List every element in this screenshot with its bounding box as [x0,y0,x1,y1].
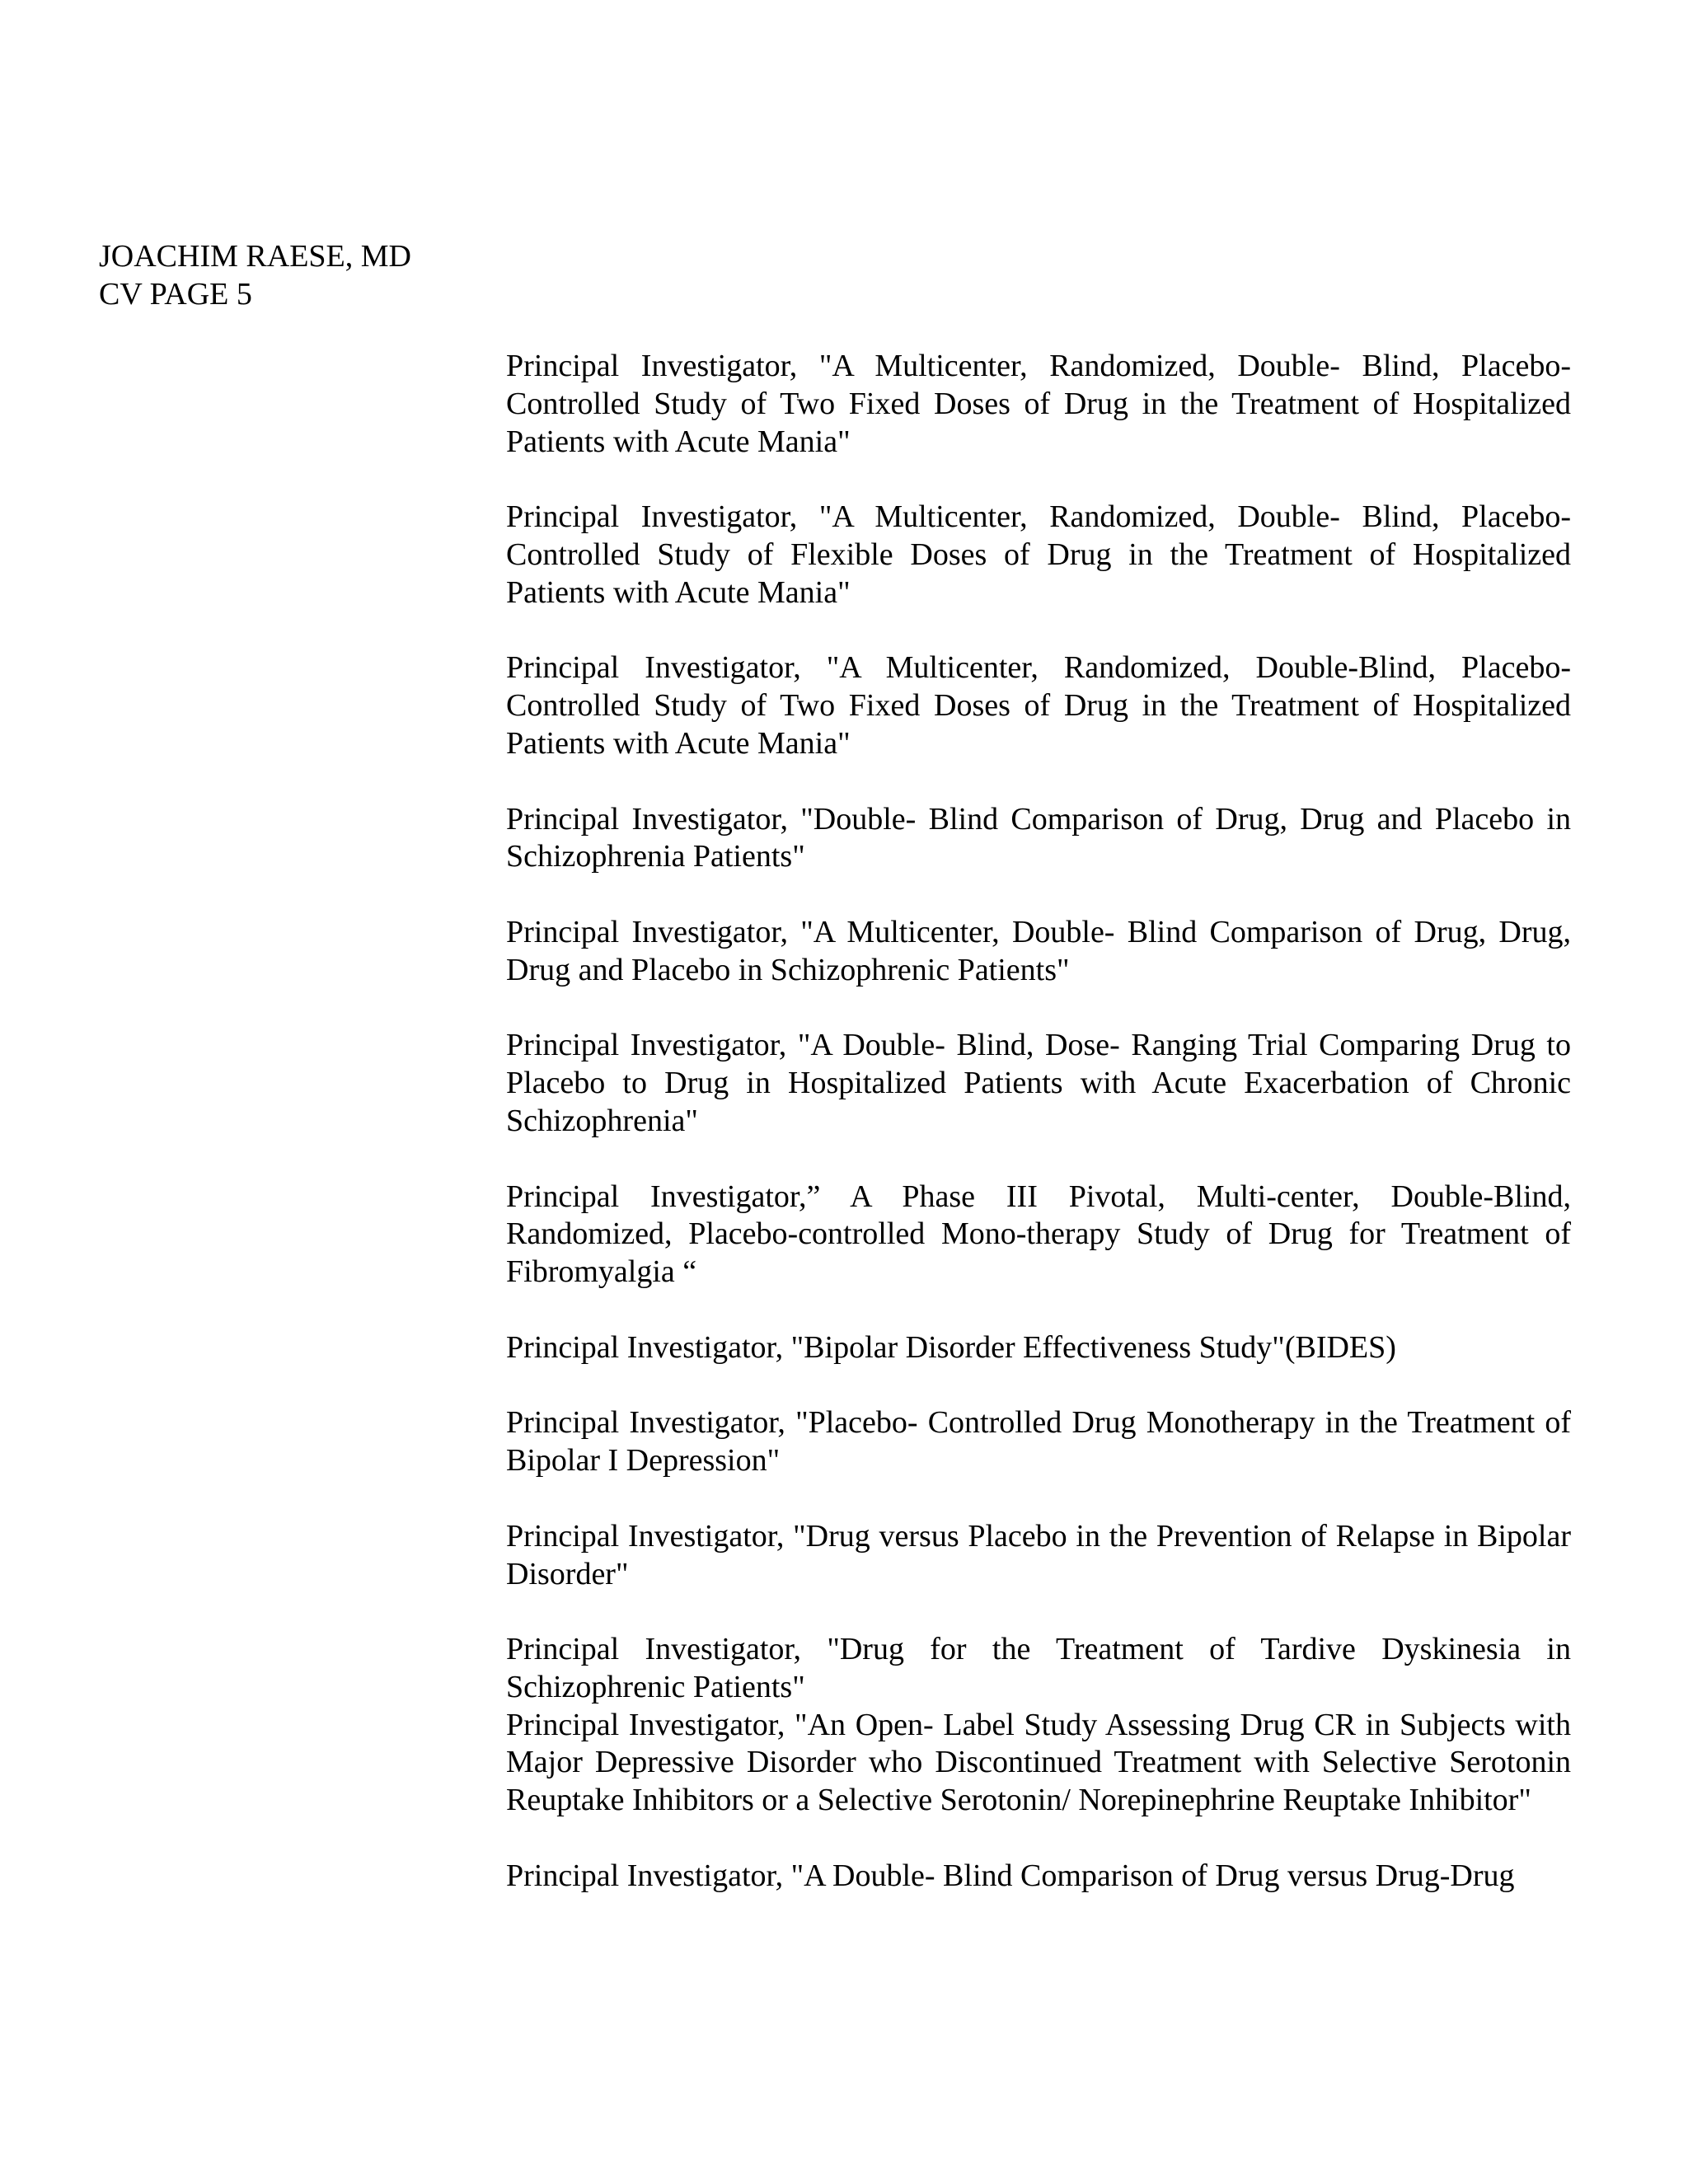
entry-1: Principal Investigator, "A Multicenter, Randomized, Double- Blind, Placebo-Controlled Study of Two Fixed Doses of Drug in the Treatment of Hospitalized Patients with Acute Mania" [506,349,1571,459]
entry-11: Principal Investigator, "Drug for the Treatment of Tardive Dyskinesia in Schizophrenic Patients" [506,1632,1571,1704]
entry-9: Principal Investigator, "Placebo- Controlled Drug Monotherapy in the Treatment of Bipolar I Depression" [506,1405,1571,1479]
entry-8: Principal Investigator, "Bipolar Disorder Effectiveness Study"(BIDES) [506,1329,1396,1365]
page-header [99,237,411,313]
entry-7: Principal Investigator,” A Phase III Pivotal, Multi-center, Double-Blind, Randomized, Placebo-controlled Mono-therapy Study of Drug for Treatment of Fibromyalgia “ [506,1179,1571,1290]
entry-5: Principal Investigator, "A Multicenter, Double- Blind Comparison of Drug, Drug, Drug and Placebo in Schizophrenic Patients" [506,914,1571,987]
entry-6: Principal Investigator, "A Double- Blind, Dose- Ranging Trial Comparing Drug to Placebo to Drug in Hospitalized Patients with Acute Exacerbation of Chronic Schizophrenia" [506,1028,1571,1138]
entry-10: Principal Investigator, "Drug versus Placebo in the Prevention of Relapse in Bipolar Disorder" [506,1518,1571,1591]
entry-12: Principal Investigator, "An Open- Label Study Assessing Drug CR in Subjects with Major Depressive Disorder who Discontinued Treatment with Selective Serotonin Reuptake Inhibitors or a Selective Serotonin/ Norepinephrine Reuptake Inhibitor" [506,1707,1571,1818]
page-number: CV PAGE 5 [99,277,252,312]
investigator-entries [506,348,1571,1896]
entry-3: Principal Investigator, "A Multicenter, Randomized, Double-Blind, Placebo-Controlled Study of Two Fixed Doses of Drug in the Treatment of Hospitalized Patients with Acute Mania" [506,650,1571,761]
entry-2: Principal Investigator, "A Multicenter, Randomized, Double- Blind, Placebo-Controlled Study of Flexible Doses of Drug in the Treatment of Hospitalized Patients with Acute Mania" [506,499,1571,610]
author-name: JOACHIM RAESE, MD [99,239,411,274]
entry-4: Principal Investigator, "Double- Blind Comparison of Drug, Drug and Placebo in Schizophrenia Patients" [506,801,1571,874]
entry-13: Principal Investigator, "A Double- Blind Comparison of Drug versus Drug-Drug [506,1858,1515,1893]
